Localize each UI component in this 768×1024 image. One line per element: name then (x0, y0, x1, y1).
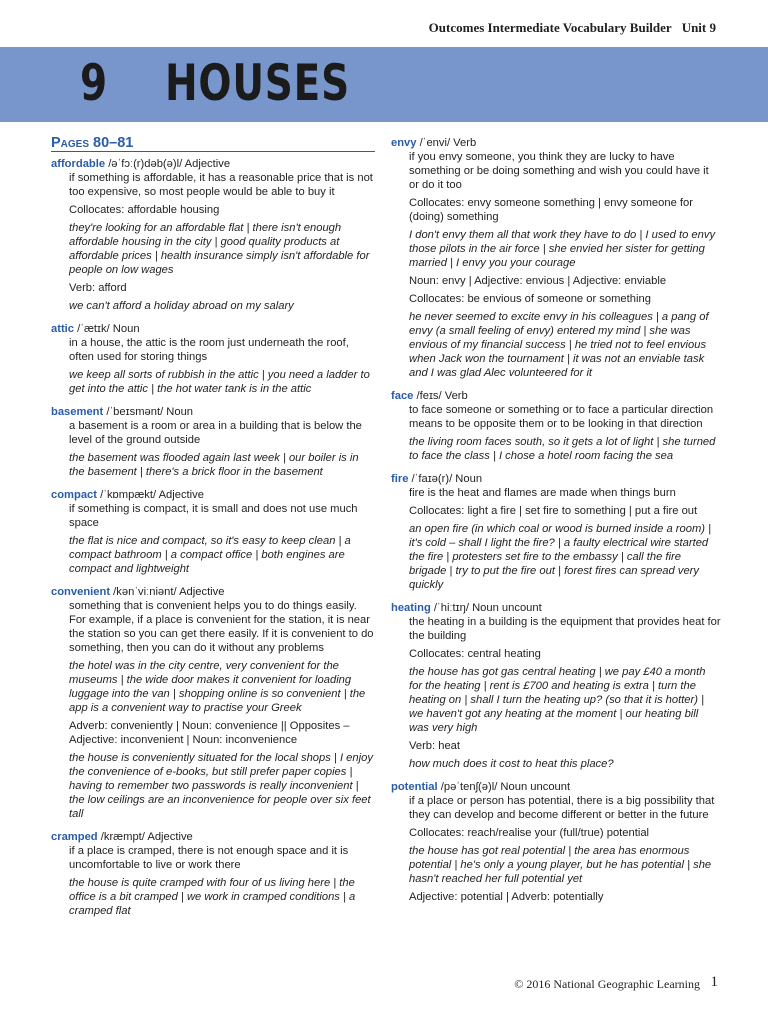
definition-text: something that is convenient helps you to do things easily. For example, if a place is convenient for the station, it is near the station so you can get there easily. If it is convenient to do something, then you can do it without any problems (69, 600, 374, 654)
entry-body (51, 599, 375, 821)
definition-text: a basement is a room or area in a building that is below the level of the ground outside (69, 420, 362, 446)
definition-text: Verb: heat (409, 740, 461, 752)
definition-text: Collocates: be envious of someone or something (409, 293, 651, 305)
dictionary-entry (51, 830, 375, 918)
entry-heading (391, 136, 721, 150)
definition-text: to face someone or something or to face a particular direction means to be opposite them or to be looking in that direction (409, 404, 714, 430)
entry-heading (391, 389, 721, 403)
dictionary-entry (391, 601, 721, 771)
headword: face (391, 390, 414, 402)
definition-text: if you envy someone, you think they are lucky to have something or be doing something and wish you could have it or do it too (409, 151, 709, 191)
pages-heading: Pages 80–81 (51, 136, 375, 152)
example-text: the living room faces south, so it gets a lot of light | she turned to face the class | I chose a hotel room facing the sea (409, 436, 716, 462)
entry-body (51, 336, 375, 396)
dictionary-entry (391, 136, 721, 380)
entry-body (51, 502, 375, 576)
entry-body (51, 419, 375, 479)
pronunciation-pos: /kənˈviːniənt/ Adjective (110, 586, 225, 598)
pronunciation-pos: /əˈfɔː(r)dəb(ə)l/ Adjective (105, 158, 231, 170)
example-text: the house has got real potential | the area has enormous potential | he's only a young player, but he has potential | she hasn't reached her full potential yet (409, 845, 712, 885)
pronunciation-pos: /ˈhiːtɪŋ/ Noun uncount (430, 602, 542, 614)
definition-text: Collocates: light a fire | set fire to something | put a fire out (409, 505, 698, 517)
left-entry-list (51, 157, 375, 918)
definition-text: the heating in a building is the equipment that provides heat for the building (409, 616, 721, 642)
entry-heading (51, 585, 375, 599)
running-header (419, 20, 716, 36)
example-text: the house is quite cramped with four of us living here | the office is a bit cramped | we work in cramped conditions | a cramped flat (69, 877, 356, 917)
dictionary-entry (391, 780, 721, 904)
pronunciation-pos: /feɪs/ Verb (413, 390, 468, 402)
definition-text: if a place is cramped, there is not enough space and it is uncomfortable to live or work there (69, 845, 349, 871)
entry-body (391, 150, 721, 380)
definition-text: Collocates: affordable housing (69, 204, 220, 216)
headword: envy (391, 137, 417, 149)
example-text: he never seemed to excite envy in his colleagues | a pang of envy (a small feeling of envy) entered my mind | she was envious of my financial success | he tried not to feel envious when Jack won the tournament | it was not an enviable task and I was glad Alec volunteered for it (409, 311, 709, 379)
definition-text: Verb: afford (69, 282, 127, 294)
example-text: the house is conveniently situated for the local shops | I enjoy the convenience of e-books, but still prefer paper copies | having to remember two passwords is really inconvenient | the low ceilings are an inconvenience for people over six feet tall (69, 752, 373, 820)
dictionary-entry (391, 472, 721, 592)
definition-text: Collocates: central heating (409, 648, 541, 660)
pronunciation-pos: /ˈbeɪsmənt/ Noun (103, 406, 194, 418)
definition-text: if something is compact, it is small and does not use much space (69, 503, 358, 529)
entry-body (391, 794, 721, 904)
example-text: we can't afford a holiday abroad on my salary (69, 300, 294, 312)
example-text: the hotel was in the city centre, very convenient for the museums | the wide door makes it convenient for loading luggage into the van | shopping online is so convenient | the app is a convenient way to practise your Greek (69, 660, 366, 714)
headword: heating (391, 602, 431, 614)
unit-label: Unit 9 (681, 20, 716, 35)
pronunciation-pos: /ˈætɪk/ Noun (74, 323, 140, 335)
pronunciation-pos: /ˈfaɪə(r)/ Noun (408, 473, 483, 485)
entry-body (391, 615, 721, 771)
definition-text: Adjective: potential | Adverb: potentially (409, 891, 604, 903)
example-text: the house has got gas central heating | we pay £40 a month for the heating | rent is £700 and heating is extra | turn the heating on | shall I turn the heating up? (so that it is hotter) | we haven't got any heating at the moment | our heating bill was very high (409, 666, 706, 734)
left-column (51, 136, 375, 927)
headword: potential (391, 781, 438, 793)
dictionary-entry (51, 488, 375, 576)
entry-heading (391, 780, 721, 794)
definition-text: if a place or person has potential, there is a big possibility that they can develop and become different or better in the future (409, 795, 715, 821)
example-text: they're looking for an affordable flat | there isn't enough affordable housing in the city | good quality products at affordable prices | health insurance simply isn't affordable for people on low wages (69, 222, 370, 276)
headword: convenient (51, 586, 111, 598)
pronunciation-pos: /ˈenvi/ Verb (416, 137, 477, 149)
pronunciation-pos: /ˈkɒmpækt/ Adjective (97, 489, 204, 501)
headword: compact (51, 489, 98, 501)
right-entry-list (391, 136, 721, 904)
entry-heading (51, 830, 375, 844)
definition-text: if something is affordable, it has a reasonable price that is not too expensive, so most people would be able to buy it (69, 172, 373, 198)
entry-body (391, 403, 721, 463)
entry-body (51, 844, 375, 918)
definition-text: Collocates: envy someone something | envy someone for (doing) something (409, 197, 693, 223)
unit-banner (0, 47, 768, 122)
unit-title: HOUSES (165, 54, 350, 112)
book-title: Outcomes Intermediate Vocabulary Builder (428, 20, 672, 35)
definition-text: in a house, the attic is the room just underneath the roof, often used for storing things (69, 337, 349, 363)
pronunciation-pos: /kræmpt/ Adjective (97, 831, 193, 843)
headword: basement (51, 406, 104, 418)
definition-text: Collocates: reach/realise your (full/true) potential (409, 827, 650, 839)
entry-heading (51, 405, 375, 419)
entry-body (391, 486, 721, 592)
example-text: the flat is nice and compact, so it's easy to keep clean | a compact bathroom | a compact office | both engines are compact and lightweight (69, 535, 351, 575)
right-column (391, 136, 721, 913)
entry-body (51, 171, 375, 313)
unit-number: 9 (80, 54, 108, 112)
entry-heading (51, 488, 375, 502)
dictionary-entry (391, 389, 721, 463)
headword: attic (51, 323, 75, 335)
headword: affordable (51, 158, 106, 170)
example-text: I don't envy them all that work they have to do | I used to envy those pilots in the air force | she envied her sister for getting married | I envy you your courage (409, 229, 716, 269)
example-text: how much does it cost to heat this place? (409, 758, 614, 770)
headword: fire (391, 473, 409, 485)
headword: cramped (51, 831, 98, 843)
example-text: the basement was flooded again last week | our boiler is in the basement | there's a brick floor in the basement (69, 452, 359, 478)
dictionary-entry (51, 322, 375, 396)
entry-heading (391, 472, 721, 486)
entry-heading (51, 322, 375, 336)
dictionary-entry (51, 405, 375, 479)
dictionary-entry (51, 157, 375, 313)
definition-text: fire is the heat and flames are made when things burn (409, 487, 676, 499)
entry-heading (391, 601, 721, 615)
definition-text: Noun: envy | Adjective: envious | Adjective: enviable (409, 275, 667, 287)
pronunciation-pos: /pəˈtenʃ(ə)l/ Noun uncount (437, 781, 571, 793)
page-number: 1 (710, 974, 718, 990)
definition-text: Adverb: conveniently | Noun: convenience || Opposites – Adjective: inconvenient | Noun: inconvenience (69, 720, 350, 746)
dictionary-entry (51, 585, 375, 821)
example-text: we keep all sorts of rubbish in the attic | you need a ladder to get into the attic | the hot water tank is in the attic (69, 369, 370, 395)
copyright-footer: © 2016 National Geographic Learning (514, 977, 700, 991)
example-text: an open fire (in which coal or wood is burned inside a room) | it's cold – shall I light the fire? | a faulty electrical wire started the fire | protesters set fire to the embassy | call the fire brigade | try to put the fire out | forest fires can spread very quickly (409, 523, 712, 591)
entry-heading (51, 157, 375, 171)
